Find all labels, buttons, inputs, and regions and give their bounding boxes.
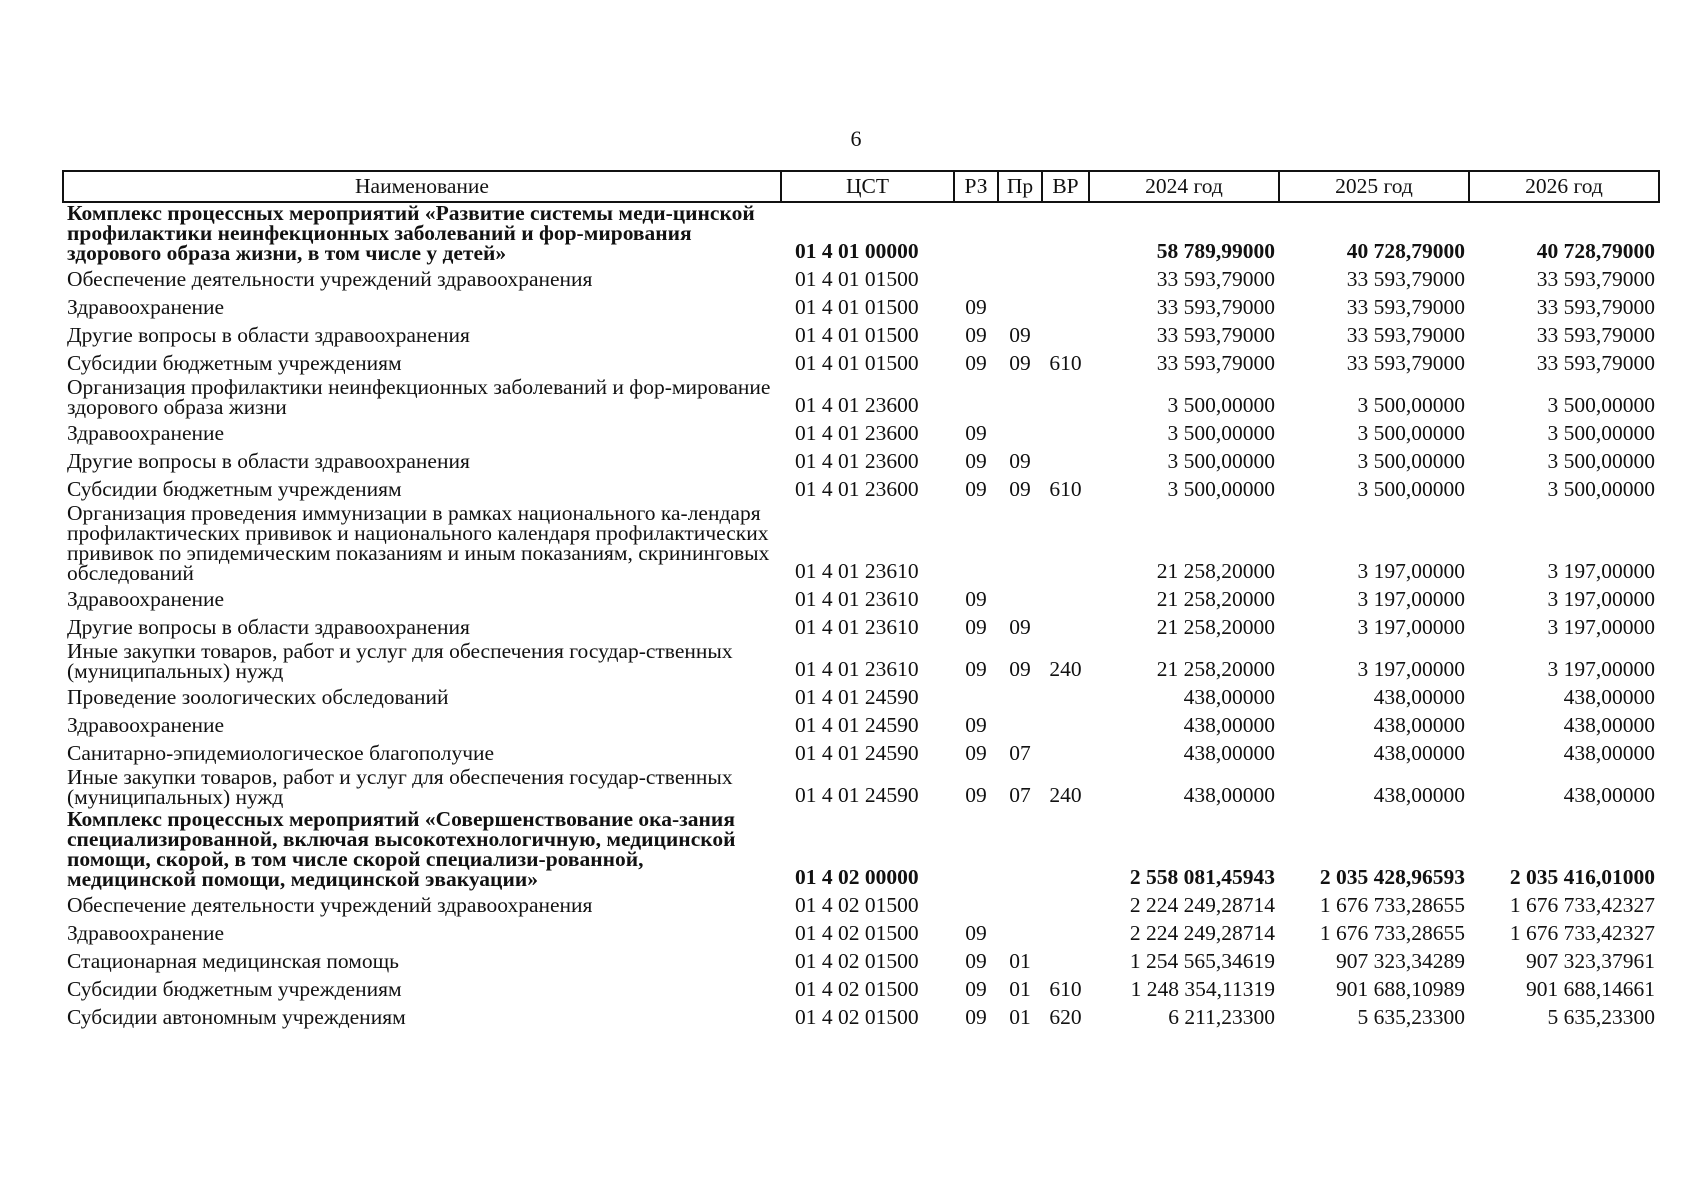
row-name: Стационарная медицинская помощь	[67, 949, 399, 973]
row-amount-2026: 1 676 733,42327	[1509, 893, 1655, 917]
row-rz: 09	[965, 477, 987, 501]
row-rz	[954, 809, 998, 891]
page-number: 6	[850, 126, 862, 151]
row-rz: 09	[965, 783, 987, 807]
row-rz: 09	[965, 657, 987, 681]
row-amount-2026: 3 500,00000	[1547, 393, 1655, 417]
header-2024: 2024 год	[1089, 171, 1279, 202]
row-pr	[998, 202, 1042, 265]
row-vr	[1042, 711, 1089, 739]
row-amount-2025: 3 500,00000	[1357, 449, 1465, 473]
row-name: Здравоохранение	[67, 295, 225, 319]
row-amount-2025: 3 500,00000	[1357, 477, 1465, 501]
table-row	[63, 585, 1659, 613]
row-amount-2024: 3 500,00000	[1167, 477, 1275, 501]
row-cst: 01 4 01 24590	[795, 685, 919, 709]
row-amount-2026: 33 593,79000	[1536, 295, 1655, 319]
row-cst: 01 4 01 01500	[795, 295, 919, 319]
row-rz: 09	[965, 323, 987, 347]
row-rz: 09	[965, 741, 987, 765]
row-amount-2024: 33 593,79000	[1156, 295, 1275, 319]
row-vr	[1042, 739, 1089, 767]
row-amount-2026: 2 035 416,01000	[1509, 865, 1655, 889]
header-name: Наименование	[63, 171, 781, 202]
row-pr: 01	[1009, 1005, 1031, 1029]
row-pr: 07	[1009, 783, 1031, 807]
row-cst: 01 4 01 23600	[795, 477, 919, 501]
row-amount-2024: 1 248 354,11319	[1130, 977, 1275, 1001]
row-vr: 610	[1049, 977, 1082, 1001]
row-amount-2025: 3 197,00000	[1357, 559, 1465, 583]
table-row	[63, 975, 1659, 1003]
row-name: Иные закупки товаров, работ и услуг для обеспечения государ-ственных (муниципальных) нужд	[67, 765, 733, 809]
row-cst: 01 4 02 00000	[795, 865, 919, 889]
row-name: Субсидии бюджетным учреждениям	[67, 351, 402, 375]
table-row	[63, 613, 1659, 641]
header-pr: Пр	[998, 171, 1042, 202]
row-amount-2025: 438,00000	[1373, 713, 1465, 737]
row-amount-2024: 2 224 249,28714	[1129, 893, 1275, 917]
row-pr: 07	[1009, 741, 1031, 765]
row-amount-2025: 3 197,00000	[1357, 615, 1465, 639]
row-cst: 01 4 02 01500	[795, 921, 919, 945]
row-pr: 09	[1009, 615, 1031, 639]
row-amount-2025: 5 635,23300	[1357, 1005, 1465, 1029]
row-vr	[1042, 503, 1089, 585]
row-amount-2024: 438,00000	[1183, 783, 1275, 807]
row-name: Организация профилактики неинфекционных заболеваний и фор-мирование здорового образа жизни	[67, 375, 771, 419]
row-amount-2026: 438,00000	[1563, 685, 1655, 709]
table-row	[63, 641, 1659, 683]
row-rz: 09	[965, 615, 987, 639]
header-vr: ВР	[1042, 171, 1089, 202]
row-amount-2025: 33 593,79000	[1346, 351, 1465, 375]
table-row	[63, 891, 1659, 919]
row-vr	[1042, 809, 1089, 891]
row-rz: 09	[965, 295, 987, 319]
header-cst: ЦСТ	[781, 171, 954, 202]
row-amount-2024: 438,00000	[1183, 741, 1275, 765]
row-amount-2025: 3 197,00000	[1357, 657, 1465, 681]
row-rz	[954, 265, 998, 293]
row-rz: 09	[965, 449, 987, 473]
header-2026: 2026 год	[1469, 171, 1659, 202]
row-rz: 09	[965, 587, 987, 611]
table-row	[63, 265, 1659, 293]
row-vr	[1042, 947, 1089, 975]
row-amount-2025: 3 197,00000	[1357, 587, 1465, 611]
row-vr	[1042, 919, 1089, 947]
row-name: Комплекс процессных мероприятий «Совершенствование ока-зания специализированной, включая высокотехнологичную, медицинской помощи, скорой, в том числе скорой специализи-рованной, медицинской помощи, медицинской эвакуации»	[67, 807, 736, 891]
row-cst: 01 4 01 01500	[795, 323, 919, 347]
row-amount-2024: 33 593,79000	[1156, 351, 1275, 375]
row-name: Иные закупки товаров, работ и услуг для обеспечения государ-ственных (муниципальных) нужд	[67, 639, 733, 683]
table-row	[63, 377, 1659, 419]
table-row	[63, 809, 1659, 891]
row-amount-2025: 438,00000	[1373, 741, 1465, 765]
row-pr	[998, 265, 1042, 293]
row-amount-2026: 3 197,00000	[1547, 587, 1655, 611]
row-pr: 09	[1009, 657, 1031, 681]
row-cst: 01 4 01 00000	[795, 239, 919, 263]
row-name: Проведение зоологических обследований	[67, 685, 449, 709]
row-cst: 01 4 01 23610	[795, 615, 919, 639]
row-vr	[1042, 377, 1089, 419]
row-amount-2026: 3 197,00000	[1547, 559, 1655, 583]
row-cst: 01 4 02 01500	[795, 1005, 919, 1029]
row-vr: 610	[1049, 351, 1082, 375]
row-cst: 01 4 02 01500	[795, 949, 919, 973]
row-name: Здравоохранение	[67, 421, 225, 445]
table-row	[63, 919, 1659, 947]
row-vr: 610	[1049, 477, 1082, 501]
row-cst: 01 4 01 01500	[795, 351, 919, 375]
row-amount-2024: 2 558 081,45943	[1129, 865, 1275, 889]
row-pr: 09	[1009, 323, 1031, 347]
row-pr	[998, 809, 1042, 891]
row-rz	[954, 377, 998, 419]
row-pr	[998, 503, 1042, 585]
row-rz: 09	[965, 351, 987, 375]
row-amount-2026: 1 676 733,42327	[1509, 921, 1655, 945]
row-amount-2024: 58 789,99000	[1156, 239, 1275, 263]
table-row	[63, 419, 1659, 447]
row-amount-2025: 907 323,34289	[1336, 949, 1465, 973]
table-body	[63, 202, 1659, 1031]
row-amount-2025: 3 500,00000	[1357, 421, 1465, 445]
row-pr	[998, 711, 1042, 739]
row-amount-2025: 40 728,79000	[1346, 239, 1465, 263]
row-amount-2024: 6 211,23300	[1168, 1005, 1275, 1029]
row-amount-2024: 21 258,20000	[1156, 559, 1275, 583]
row-name: Другие вопросы в области здравоохранения	[67, 615, 470, 639]
row-cst: 01 4 02 01500	[795, 893, 919, 917]
row-name: Субсидии бюджетным учреждениям	[67, 477, 402, 501]
table-row	[63, 349, 1659, 377]
row-amount-2024: 33 593,79000	[1156, 267, 1275, 291]
table-row	[63, 711, 1659, 739]
row-vr	[1042, 293, 1089, 321]
row-cst: 01 4 01 23600	[795, 421, 919, 445]
row-amount-2024: 2 224 249,28714	[1129, 921, 1275, 945]
row-name: Санитарно-эпидемиологическое благополучие	[67, 741, 495, 765]
row-amount-2026: 907 323,37961	[1526, 949, 1655, 973]
row-pr	[998, 891, 1042, 919]
row-vr	[1042, 891, 1089, 919]
row-pr: 09	[1009, 351, 1031, 375]
row-amount-2025: 3 500,00000	[1357, 393, 1465, 417]
row-amount-2026: 5 635,23300	[1547, 1005, 1655, 1029]
row-amount-2026: 901 688,14661	[1526, 977, 1655, 1001]
row-amount-2026: 3 500,00000	[1547, 477, 1655, 501]
row-amount-2026: 3 500,00000	[1547, 449, 1655, 473]
row-name: Здравоохранение	[67, 713, 225, 737]
row-rz: 09	[965, 1005, 987, 1029]
row-amount-2026: 33 593,79000	[1536, 267, 1655, 291]
table-row	[63, 293, 1659, 321]
row-rz	[954, 202, 998, 265]
row-pr	[998, 293, 1042, 321]
row-name: Здравоохранение	[67, 587, 225, 611]
row-amount-2024: 3 500,00000	[1167, 449, 1275, 473]
row-name: Организация проведения иммунизации в рамках национального ка-лендаря профилактических прививок и национального календаря профилактических прививок по эпидемическим показаниям и иным показаниям, скрининговых обследований	[67, 501, 770, 585]
row-amount-2024: 438,00000	[1183, 713, 1275, 737]
row-rz: 09	[965, 921, 987, 945]
row-vr	[1042, 202, 1089, 265]
row-cst: 01 4 01 23610	[795, 559, 919, 583]
row-rz	[954, 683, 998, 711]
row-amount-2026: 438,00000	[1563, 713, 1655, 737]
row-amount-2024: 33 593,79000	[1156, 323, 1275, 347]
row-pr	[998, 919, 1042, 947]
row-pr: 01	[1009, 949, 1031, 973]
row-amount-2026: 40 728,79000	[1536, 239, 1655, 263]
budget-table	[62, 170, 1660, 1031]
row-pr	[998, 585, 1042, 613]
row-amount-2026: 3 500,00000	[1547, 421, 1655, 445]
row-name: Другие вопросы в области здравоохранения	[67, 323, 470, 347]
header-row	[63, 171, 1659, 202]
row-amount-2025: 33 593,79000	[1346, 323, 1465, 347]
row-amount-2025: 438,00000	[1373, 685, 1465, 709]
table-row	[63, 321, 1659, 349]
table-row	[63, 739, 1659, 767]
row-amount-2024: 3 500,00000	[1167, 393, 1275, 417]
row-amount-2026: 33 593,79000	[1536, 351, 1655, 375]
row-vr	[1042, 683, 1089, 711]
table-row	[63, 683, 1659, 711]
row-amount-2025: 901 688,10989	[1336, 977, 1465, 1001]
row-pr: 09	[1009, 449, 1031, 473]
row-name: Комплекс процессных мероприятий «Развитие системы меди-цинской профилактики неинфекционных заболеваний и фор-мирования здорового образа жизни, в том числе у детей»	[67, 201, 755, 265]
row-rz: 09	[965, 421, 987, 445]
row-name: Обеспечение деятельности учреждений здравоохранения	[67, 267, 593, 291]
row-vr	[1042, 585, 1089, 613]
row-rz: 09	[965, 713, 987, 737]
row-pr	[998, 683, 1042, 711]
row-rz	[954, 891, 998, 919]
row-cst: 01 4 01 24590	[795, 713, 919, 737]
row-vr	[1042, 419, 1089, 447]
row-amount-2024: 21 258,20000	[1156, 587, 1275, 611]
row-rz: 09	[965, 949, 987, 973]
row-amount-2024: 21 258,20000	[1156, 615, 1275, 639]
row-amount-2025: 438,00000	[1373, 783, 1465, 807]
row-cst: 01 4 01 23600	[795, 393, 919, 417]
row-vr	[1042, 447, 1089, 475]
table-row	[63, 767, 1659, 809]
row-rz	[954, 503, 998, 585]
row-amount-2026: 438,00000	[1563, 741, 1655, 765]
row-amount-2026: 3 197,00000	[1547, 615, 1655, 639]
row-name: Субсидии автономным учреждениям	[67, 1005, 406, 1029]
row-cst: 01 4 01 01500	[795, 267, 919, 291]
row-amount-2024: 21 258,20000	[1156, 657, 1275, 681]
row-amount-2026: 3 197,00000	[1547, 657, 1655, 681]
row-name: Другие вопросы в области здравоохранения	[67, 449, 470, 473]
row-amount-2025: 33 593,79000	[1346, 295, 1465, 319]
row-cst: 01 4 01 23610	[795, 657, 919, 681]
row-amount-2024: 3 500,00000	[1167, 421, 1275, 445]
row-cst: 01 4 01 23600	[795, 449, 919, 473]
row-vr	[1042, 613, 1089, 641]
header-2025: 2025 год	[1279, 171, 1469, 202]
row-name: Обеспечение деятельности учреждений здравоохранения	[67, 893, 593, 917]
row-cst: 01 4 02 01500	[795, 977, 919, 1001]
table-row	[63, 202, 1659, 265]
table-row	[63, 475, 1659, 503]
row-vr: 620	[1049, 1005, 1082, 1029]
row-amount-2025: 2 035 428,96593	[1319, 865, 1465, 889]
row-vr	[1042, 265, 1089, 293]
row-pr	[998, 419, 1042, 447]
row-amount-2025: 1 676 733,28655	[1319, 921, 1465, 945]
table-row	[63, 1003, 1659, 1031]
header-rz: РЗ	[954, 171, 998, 202]
row-amount-2024: 1 254 565,34619	[1129, 949, 1275, 973]
table-header	[63, 171, 1659, 202]
row-pr	[998, 377, 1042, 419]
row-cst: 01 4 01 24590	[795, 783, 919, 807]
row-amount-2025: 1 676 733,28655	[1319, 893, 1465, 917]
table-row	[63, 503, 1659, 585]
row-pr: 09	[1009, 477, 1031, 501]
row-name: Субсидии бюджетным учреждениям	[67, 977, 402, 1001]
row-amount-2024: 438,00000	[1183, 685, 1275, 709]
table-row	[63, 447, 1659, 475]
table-row	[63, 947, 1659, 975]
row-amount-2025: 33 593,79000	[1346, 267, 1465, 291]
row-pr: 01	[1009, 977, 1031, 1001]
row-vr: 240	[1049, 783, 1082, 807]
row-name: Здравоохранение	[67, 921, 225, 945]
row-cst: 01 4 01 24590	[795, 741, 919, 765]
row-vr: 240	[1049, 657, 1082, 681]
row-rz: 09	[965, 977, 987, 1001]
row-vr	[1042, 321, 1089, 349]
row-cst: 01 4 01 23610	[795, 587, 919, 611]
row-amount-2026: 33 593,79000	[1536, 323, 1655, 347]
row-amount-2026: 438,00000	[1563, 783, 1655, 807]
